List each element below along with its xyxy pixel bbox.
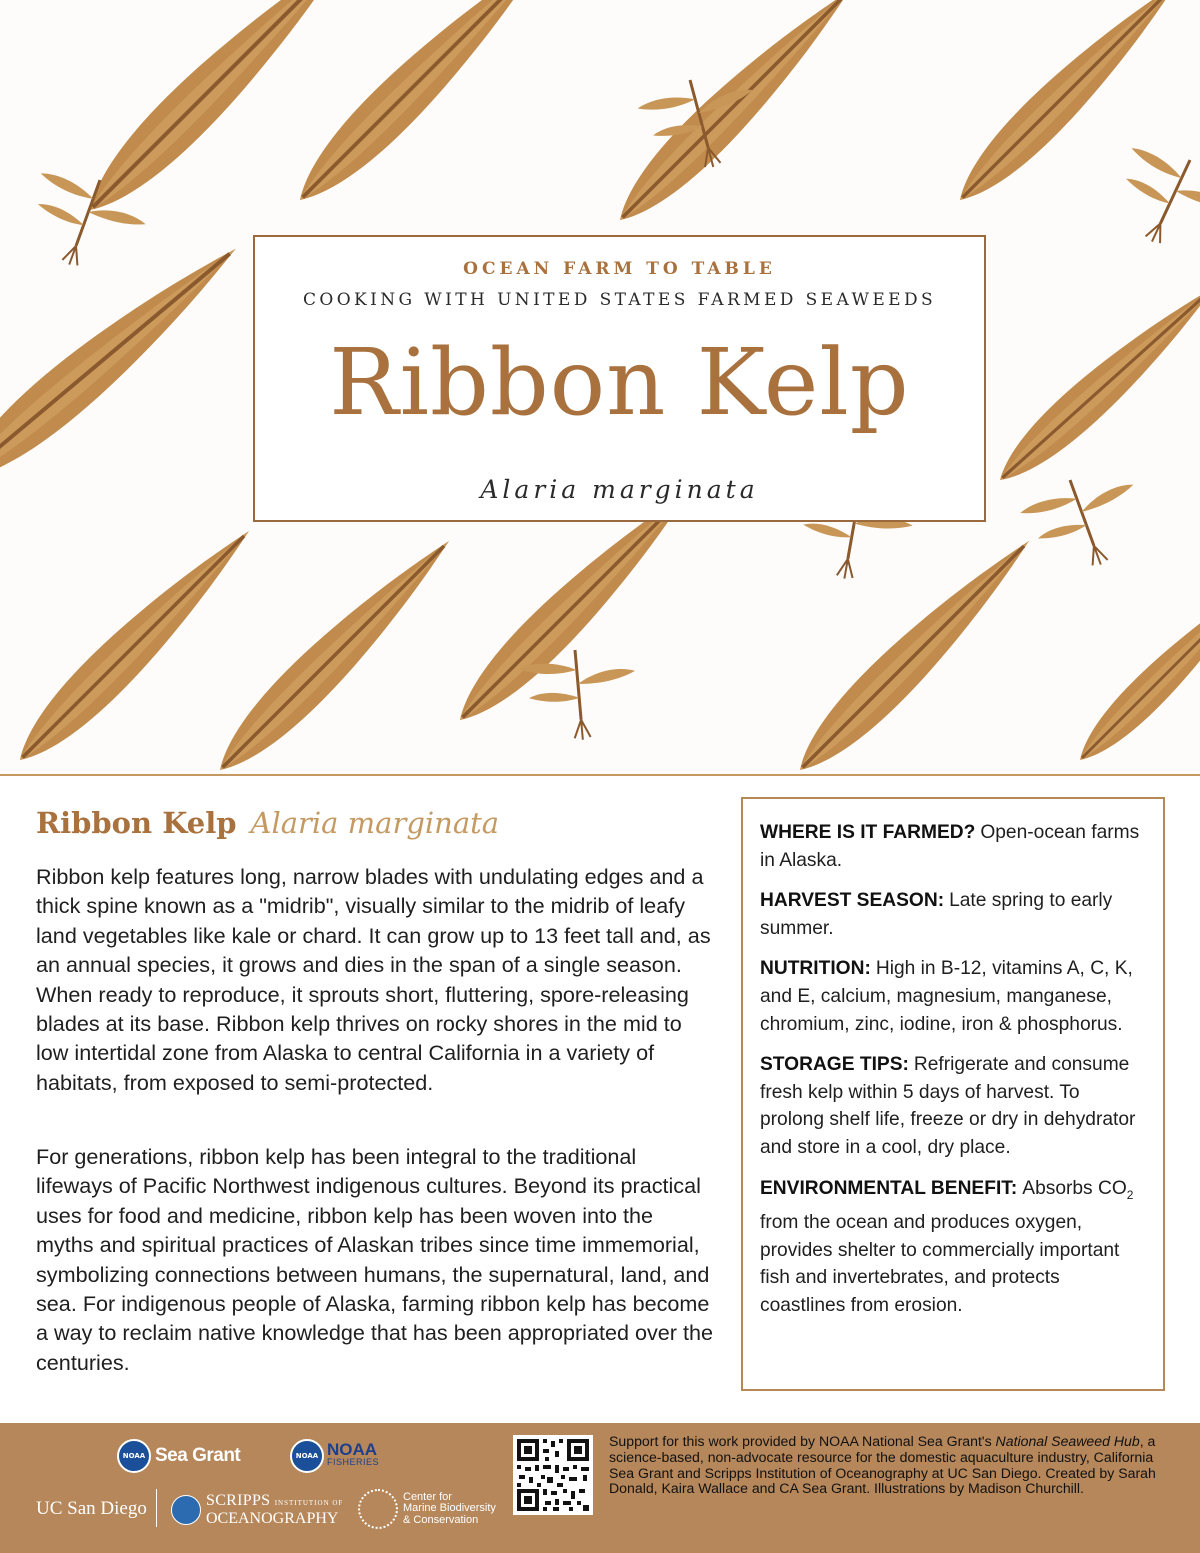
section-heading (36, 806, 499, 840)
scripps-wordmark: SCRIPPS (206, 1492, 271, 1509)
kelp-blade (4, 515, 266, 775)
fact-text: Open-ocean farms in Alaska. (760, 822, 1140, 871)
noaa-emblem-icon: NOAA (117, 1439, 151, 1473)
kelp-blade (604, 0, 866, 236)
kelp-sprout (1015, 460, 1155, 584)
cmbc-line: Marine Biodiversity (403, 1502, 496, 1515)
footer (0, 1423, 1200, 1553)
co2-subscript: 2 (1126, 1187, 1134, 1202)
scripps-logo (171, 1493, 343, 1527)
hero-divider (0, 774, 1200, 776)
credits-italic: National Seaweed Hub (995, 1433, 1140, 1449)
fact-harvest (760, 887, 1147, 942)
cmbc-ring-icon (358, 1489, 398, 1529)
noaa-emblem-icon: NOAA (290, 1439, 324, 1473)
kelp-blade (1067, 569, 1200, 773)
kelp-blade (72, 0, 363, 228)
fact-label: WHERE IS IT FARMED? (760, 822, 976, 843)
fact-label: HARVEST SEASON: (760, 890, 945, 912)
kelp-blade (784, 525, 1046, 775)
series-subtitle: COOKING WITH UNITED STATES FARMED SEAWEEDS (302, 290, 937, 310)
kelp-blade (0, 229, 252, 500)
noaa-wordmark: NOAA (327, 1440, 378, 1459)
credits-part: , a science-based, non-advocate resource for the domestic aquaculture industry, California Sea Grant and Scripps Institution of Oceanography at UC San Diego. Created by Sarah Donald, Kaira Wallace and CA Sea Grant. Illustrations by Madison Churchill. (609, 1433, 1156, 1497)
kelp-sprout (1099, 135, 1200, 266)
fisheries-wordmark: FISHERIES (327, 1457, 380, 1467)
scripps-small-text: INSTITUTION OF (274, 1499, 344, 1507)
qr-code-icon[interactable] (513, 1435, 593, 1515)
fact-nutrition (760, 955, 1147, 1038)
fact-environment (760, 1175, 1147, 1320)
kelp-blade (986, 272, 1200, 495)
fact-text: High in B-12, vitamins A, C, K, and E, calcium, magnesium, manganese, chromium, zinc, iodine, iron & phosphorus. (760, 958, 1133, 1035)
noaa-fisheries-logo (290, 1439, 379, 1473)
credits-part: Support for this work provided by NOAA National Sea Grant's (609, 1433, 996, 1449)
cmbc-line: & Conservation (403, 1513, 479, 1526)
facts-box (741, 797, 1165, 1391)
sea-grant-logo (117, 1439, 240, 1473)
sea-grant-wordmark: Sea Grant (155, 1445, 241, 1466)
logo-divider (156, 1489, 157, 1527)
fact-label: STORAGE TIPS: (760, 1054, 909, 1076)
globe-icon (171, 1495, 201, 1525)
fact-label: ENVIRONMENTAL BENEFIT: (760, 1177, 1018, 1199)
fact-text: Absorbs CO (1022, 1177, 1127, 1199)
fact-farmed (760, 819, 1147, 874)
oceanography-wordmark: OCEANOGRAPHY (206, 1510, 339, 1527)
heading-common-name: Ribbon Kelp (36, 806, 237, 840)
fact-storage (760, 1051, 1147, 1161)
hero-illustration (0, 0, 1200, 775)
fact-label: NUTRITION: (760, 958, 871, 980)
cmbc-line: Center for (403, 1490, 452, 1503)
cultural-paragraph: For generations, ribbon kelp has been integral to the traditional lifeways of Pacific Northwest indigenous cultures. Beyond its practical uses for food and medicine, ribbon kelp has been woven into the myths and spiritual practices of Alaskan tribes since time immemorial, symbolizing connections between humans, the supernatural, land, and sea. For indigenous people of Alaska, farming ribbon kelp has become a way to reclaim native knowledge that has been appropriated over the centuries. (36, 1144, 714, 1375)
scientific-name: Alaria marginata (480, 475, 759, 504)
kelp-blade (204, 525, 466, 775)
uc-san-diego-logo: UC San Diego (36, 1498, 147, 1519)
description-paragraph: Ribbon kelp features long, narrow blades with undulating edges and a thick spine known as a "midrib", visually similar to the midrib of leafy land vegetables like kale or chard. It can grow up to 13 feet tall and, as an annual species, it grows and dies in the span of a single season. When ready to reproduce, it sprouts short, fluttering, spore-releasing blades at its base. Ribbon kelp thrives on rocky shores in the mid to low intertidal zone from Alaska to central California in a variety of habitats, from exposed to semi-protected. (36, 864, 711, 1095)
series-kicker: OCEAN FARM TO TABLE (463, 259, 776, 279)
page-title: Ribbon Kelp (329, 329, 910, 436)
fact-text-cont: from the ocean and produces oxygen, provides shelter to commercially important fish and invertebrates, and protects coastlines from erosion. (760, 1211, 1120, 1316)
fact-text: Late spring to early summer. (760, 890, 1113, 939)
kelp-blade (945, 0, 1192, 215)
kelp-blade (283, 0, 559, 217)
heading-latin-name: Alaria marginata (250, 806, 500, 840)
credits-text (609, 1434, 1169, 1497)
cmbc-logo (358, 1489, 496, 1529)
title-card (253, 235, 986, 522)
fact-text: Refrigerate and consume fresh kelp within 5 days of harvest. To prolong shelf life, freeze or dry in dehydrator and store in a cool, dry place. (760, 1054, 1136, 1158)
